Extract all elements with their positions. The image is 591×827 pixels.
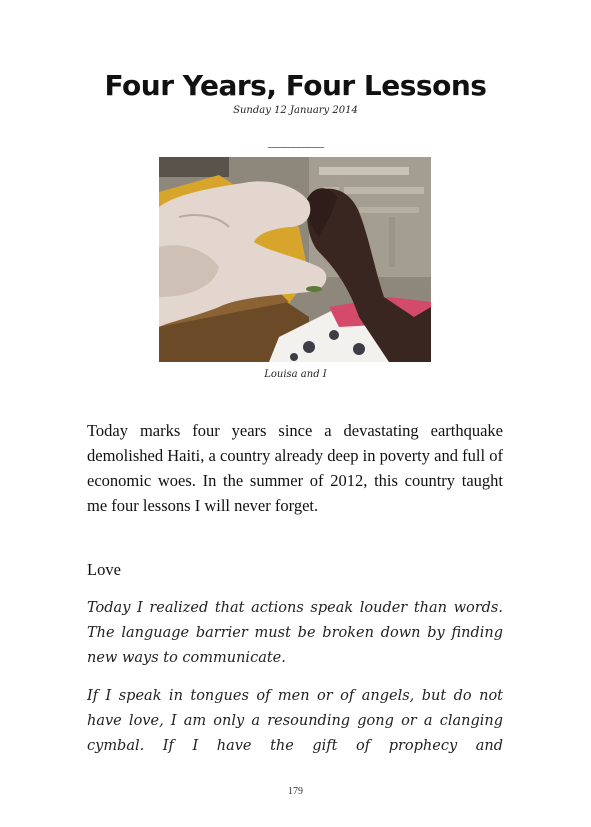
section-heading-love: Love [87,560,121,579]
post-date: Sunday 12 January 2014 [233,105,358,116]
love-quote-paragraph: If I speak in tongues of men or of angels, but do not have love, I am only a resounding gong or a clanging cymbal. If I have the gift of prophecy and [87,688,503,754]
love-reflection-paragraph: Today I realized that actions speak louder than words. The language barrier must be broken down by finding new ways to communicate. [87,600,503,666]
separator-line: ___________ [268,135,323,149]
heart-hands-photo [159,157,431,362]
intro-paragraph: Today marks four years since a devastating earthquake demolished Haiti, a country already deep in poverty and full of economic woes. In the summer of 2012, this country taught me four lessons I will never forget. [87,421,503,515]
photo-caption: Louisa and I [264,369,327,380]
page-number: 179 [288,786,303,797]
page-title: Four Years, Four Lessons [104,69,487,102]
